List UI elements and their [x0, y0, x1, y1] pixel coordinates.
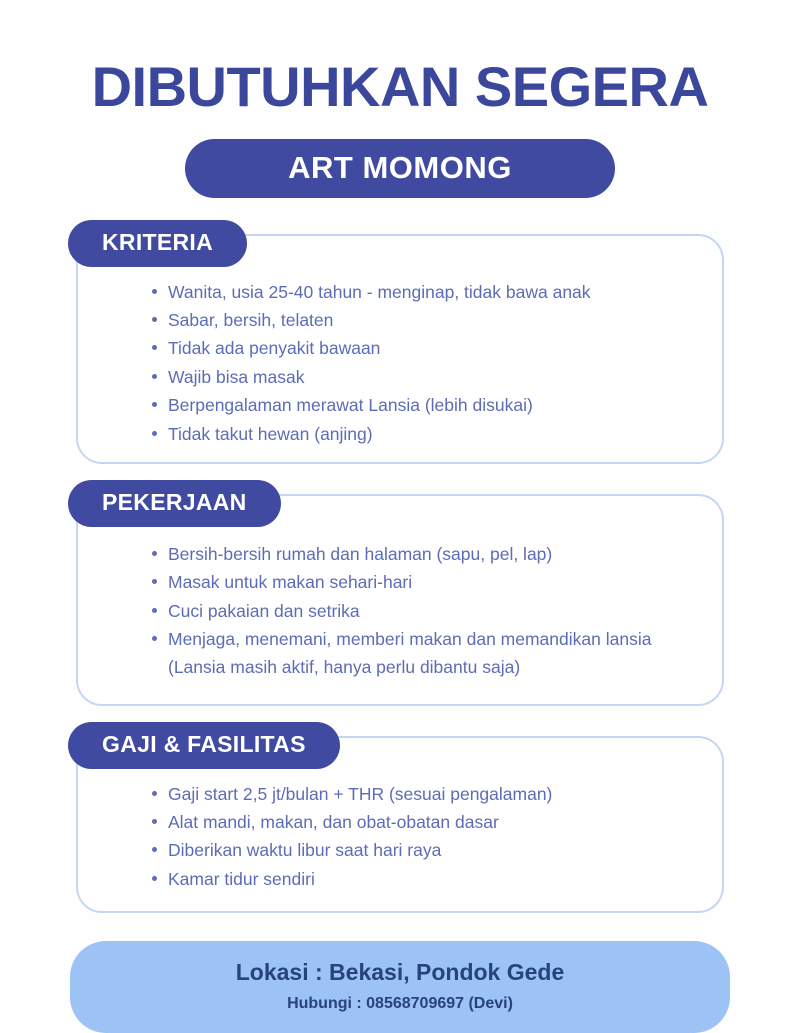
section-kriteria: [76, 228, 724, 464]
contact-text: Hubungi : 08568709697 (Devi): [287, 994, 513, 1012]
list-item: Masak untuk makan sehari-hari: [152, 568, 696, 596]
section-gaji-fasilitas: [76, 730, 724, 913]
page-title: DIBUTUHKAN SEGERA: [91, 55, 709, 118]
list-item: Tidak ada penyakit bawaan: [152, 334, 696, 362]
list-item: Wajib bisa masak: [152, 363, 696, 391]
list-item: Sabar, bersih, telaten: [152, 306, 696, 334]
role-badge-container: [0, 139, 800, 198]
list-item: Bersih-bersih rumah dan halaman (sapu, pel, lap): [152, 540, 696, 568]
list-item: Kamar tidur sendiri: [152, 865, 696, 893]
poster-header: [0, 0, 800, 198]
section-pekerjaan: [76, 488, 724, 706]
location-text: Lokasi : Bekasi, Pondok Gede: [235, 958, 565, 985]
kriteria-list: [104, 278, 696, 448]
section-title-pekerjaan: PEKERJAAN: [68, 480, 281, 527]
section-card-kriteria: [76, 234, 724, 464]
section-title-gaji-fasilitas: GAJI & FASILITAS: [68, 722, 340, 769]
list-item: Cuci pakaian dan setrika: [152, 597, 696, 625]
list-item: Gaji start 2,5 jt/bulan + THR (sesuai pengalaman): [152, 780, 696, 808]
list-item: Menjaga, menemani, memberi makan dan memandikan lansia (Lansia masih aktif, hanya perlu dibantu saja): [152, 625, 696, 682]
pekerjaan-list: [104, 540, 696, 682]
gaji-fasilitas-list: [104, 780, 696, 893]
list-item: Alat mandi, makan, dan obat-obatan dasar: [152, 808, 696, 836]
contact-footer: [70, 941, 730, 1033]
list-item: Berpengalaman merawat Lansia (lebih disukai): [152, 391, 696, 419]
list-item: Tidak takut hewan (anjing): [152, 420, 696, 448]
section-title-kriteria: KRITERIA: [68, 220, 247, 267]
role-badge: ART MOMONG: [185, 139, 615, 198]
list-item: Diberikan waktu libur saat hari raya: [152, 836, 696, 864]
sections-container: [0, 228, 800, 913]
list-item: Wanita, usia 25-40 tahun - menginap, tidak bawa anak: [152, 278, 696, 306]
